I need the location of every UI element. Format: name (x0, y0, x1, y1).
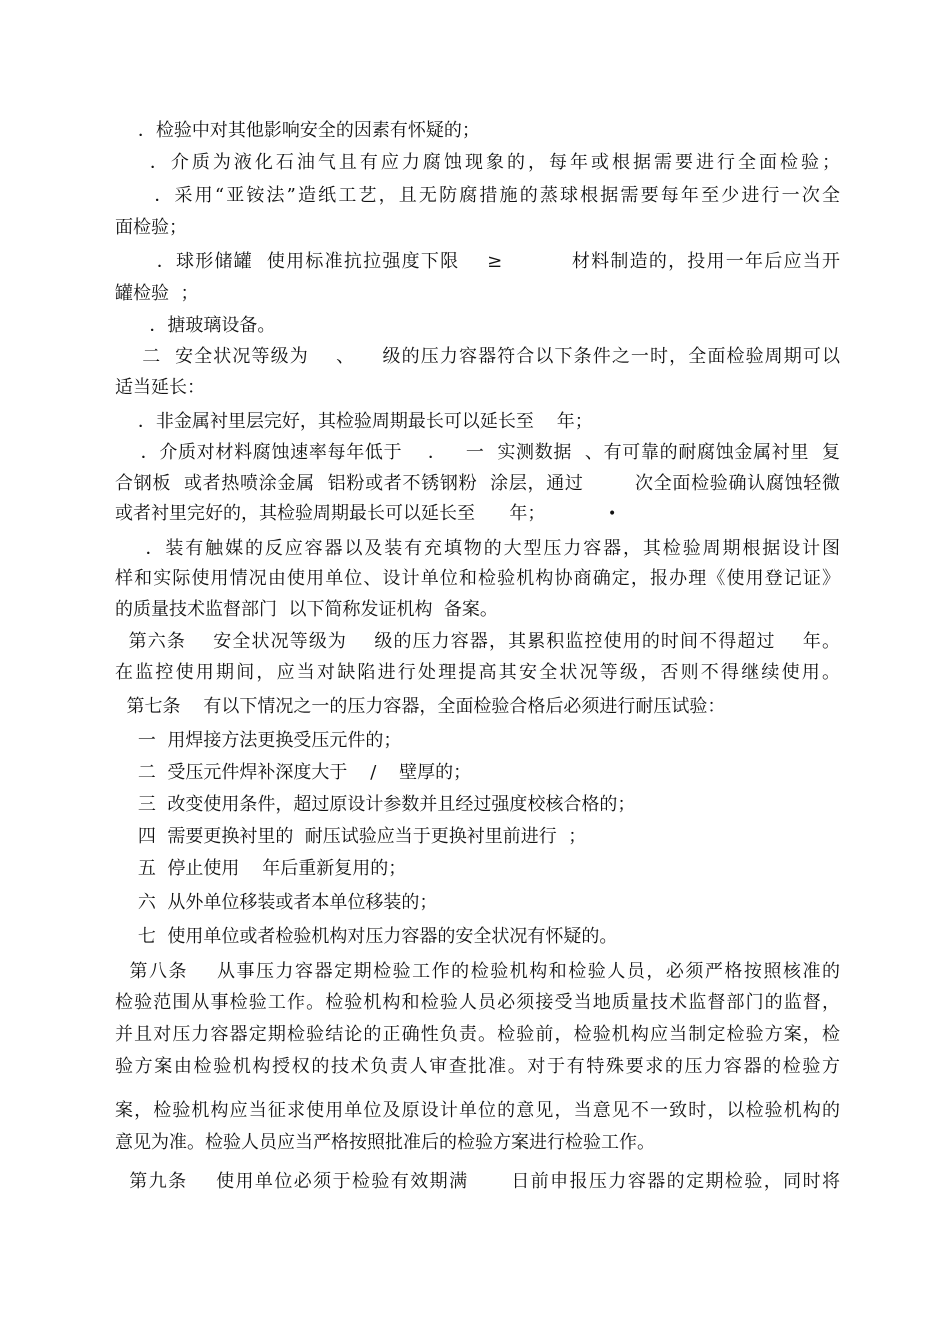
text-line: ．检验中对其他影响安全的因素有怀疑的； (115, 120, 480, 141)
text-line: ．搪玻璃设备。 (115, 315, 276, 336)
text-line: 适当延长： (115, 377, 205, 398)
text-line: ．介质对材料腐蚀速率每年低于 ． 一 实测数据 、有可靠的耐腐蚀金属衬里 复 (115, 442, 840, 463)
text-line: 第七条 有以下情况之一的压力容器，全面检验合格后必须进行耐压试验： (115, 696, 726, 717)
text-line: 案，检验机构应当征求使用单位及原设计单位的意见，当意见不一致时，以检验机构的 (115, 1100, 840, 1121)
text-line: 意见为准。检验人员应当严格按照批准后的检验方案进行检验工作。 (115, 1132, 655, 1153)
text-line: 第九条 使用单位必须于检验有效期满 日前申报压力容器的定期检验，同时将 (115, 1171, 840, 1192)
text-line: 罐检验 ； (115, 283, 199, 304)
text-line: 面检验； (115, 217, 187, 238)
text-line: ．介质为液化石油气且有应力腐蚀现象的，每年或根据需要进行全面检验； (115, 152, 840, 173)
text-line: ．球形储罐 使用标准抗拉强度下限 ≥ 材料制造的，投用一年后应当开 (115, 251, 840, 272)
text-line: 四 需要更换衬里的 耐压试验应当于更换衬里前进行 ； (115, 826, 587, 847)
text-line: 或者衬里完好的，其检验周期最长可以延长至 年； (115, 503, 546, 524)
text-line: 并且对压力容器定期检验结论的正确性负责。检验前，检验机构应当制定检验方案，检 (115, 1024, 840, 1045)
text-line: 的质量技术监督部门 以下简称发证机构 备案。 (115, 599, 498, 620)
text-line: 样和实际使用情况由使用单位、设计单位和检验机构协商确定，报办理《使用登记证》 (115, 568, 840, 589)
text-line: 五 停止使用 年后重新复用的； (115, 858, 407, 879)
text-line: 七 使用单位或者检验机构对压力容器的安全状况有怀疑的。 (115, 926, 618, 947)
bullet-mark: • (608, 506, 617, 522)
text-line: 第六条 安全状况等级为 级的压力容器，其累积监控使用的时间不得超过 年。 (115, 631, 840, 652)
text-line: 检验范围从事检验工作。检验机构和检验人员必须接受当地质量技术监督部门的监督， (115, 992, 840, 1013)
text-line: 合钢板 或者热喷涂金属 铝粉或者不锈钢粉 涂层，通过 次全面检验确认腐蚀轻微 (115, 473, 840, 494)
text-line: ．采用“亚铵法”造纸工艺，且无防腐措施的蒸球根据需要每年至少进行一次全 (115, 185, 840, 206)
text-line: 验方案由检验机构授权的技术负责人审查批准。对于有特殊要求的压力容器的检验方 (115, 1056, 840, 1077)
text-line: 第八条 从事压力容器定期检验工作的检验机构和检验人员，必须严格按照核准的 (115, 961, 840, 982)
text-line: 二 受压元件焊补深度大于 / 壁厚的； (115, 762, 472, 783)
text-line: 在监控使用期间，应当对缺陷进行处理提高其安全状况等级，否则不得继续使用。 (115, 662, 840, 683)
text-line: 三 改变使用条件，超过原设计参数并且经过强度校核合格的； (115, 794, 636, 815)
text-line: 二 安全状况等级为 、 级的压力容器符合以下条件之一时，全面检验周期可以 (115, 346, 840, 367)
text-line: 一 用焊接方法更换受压元件的； (115, 730, 402, 751)
text-line: ．非金属衬里层完好，其检验周期最长可以延长至 年； (115, 411, 593, 432)
text-line: ．装有触媒的反应容器以及装有充填物的大型压力容器，其检验周期根据设计图 (115, 538, 840, 559)
text-line: 六 从外单位移装或者本单位移装的； (115, 892, 438, 913)
